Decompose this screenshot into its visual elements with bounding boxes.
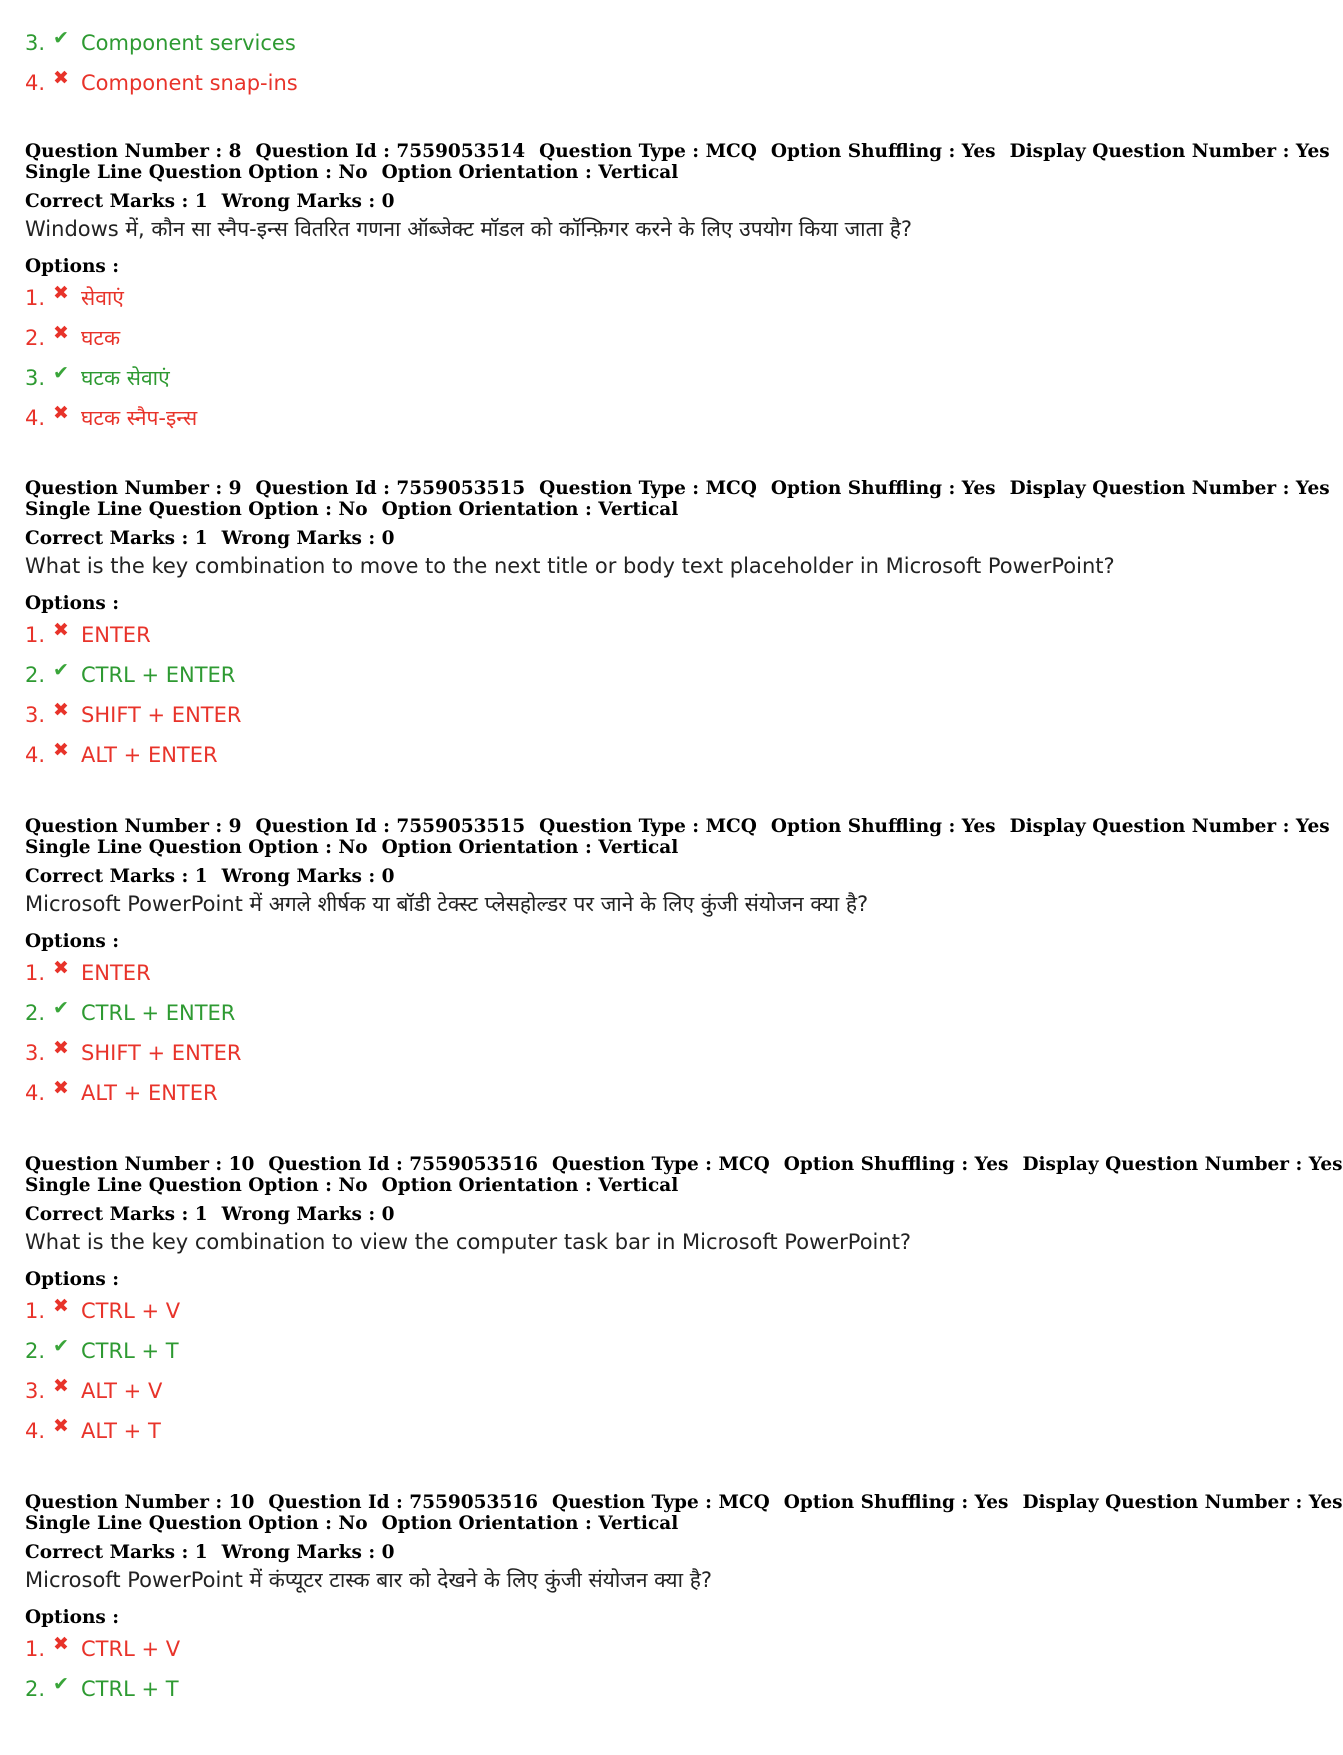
option-item [25,1296,180,1326]
options-label: Options : [25,1607,120,1628]
check-icon: ✔ [53,362,69,384]
option-number: 3. [25,1379,46,1403]
options-label: Options : [25,256,120,277]
option-text: SHIFT + ENTER [81,1041,242,1065]
question-text: Microsoft PowerPoint में अगले शीर्षक या बॉडी टेक्स्ट प्लेसहोल्डर पर जाने के लिए कुंजी संयोजन क्या है? [25,892,869,916]
question-number: Question Number : 10 [25,1492,255,1513]
cross-icon: ✖ [53,1415,69,1437]
single-line-option: Single Line Question Option : No [25,1513,368,1534]
cross-icon: ✖ [53,282,69,304]
single-line-option: Single Line Question Option : No [25,499,368,520]
option-text: घटक सेवाएं [81,366,170,390]
option-number: 1. [25,1637,46,1661]
cross-icon: ✖ [53,1037,69,1059]
option-orientation: Option Orientation : Vertical [381,499,679,520]
question-meta [25,816,1330,858]
cross-icon: ✖ [53,322,69,344]
option-text: CTRL + ENTER [81,663,236,687]
marks-line [25,528,395,549]
option-text: CTRL + ENTER [81,1001,236,1025]
option-shuffling: Option Shuffling : Yes [770,141,996,162]
single-line-option: Single Line Question Option : No [25,1175,368,1196]
option-orientation: Option Orientation : Vertical [381,837,679,858]
option-item [25,1416,161,1446]
option-item [25,1634,180,1664]
option-number: 3. [25,31,46,55]
cross-icon: ✖ [53,1633,69,1655]
question-text: What is the key combination to view the computer task bar in Microsoft PowerPoint? [25,1230,912,1254]
option-item [25,660,235,690]
option-item [25,1336,179,1366]
option-item [25,283,124,313]
cross-icon: ✖ [53,699,69,721]
question-id: Question Id : 7559053515 [255,478,526,499]
question-id: Question Id : 7559053514 [255,141,526,162]
single-line-option: Single Line Question Option : No [25,162,368,183]
option-item [25,323,120,353]
option-number: 4. [25,71,46,95]
question-number: Question Number : 9 [25,816,242,837]
option-item [25,998,235,1028]
option-number: 2. [25,1677,46,1701]
option-item [25,700,241,730]
question-number: Question Number : 8 [25,141,242,162]
question-type: Question Type : MCQ [539,478,757,499]
option-item [25,28,296,58]
option-item [25,403,197,433]
single-line-option: Single Line Question Option : No [25,837,368,858]
option-orientation: Option Orientation : Vertical [381,1175,679,1196]
cross-icon: ✖ [53,739,69,761]
option-text: ENTER [81,961,151,985]
option-text: घटक स्नैप-इन्स [81,406,198,430]
marks-line [25,191,395,212]
display-question-number: Display Question Number : Yes [1009,478,1330,499]
option-text: CTRL + V [81,1299,181,1323]
option-item [25,1674,179,1704]
option-text: ENTER [81,623,151,647]
display-question-number: Display Question Number : Yes [1009,816,1330,837]
option-item [25,740,218,770]
question-id: Question Id : 7559053516 [268,1154,538,1175]
option-number: 4. [25,406,46,430]
question-text: What is the key combination to move to the next title or body text placeholder in Microsoft PowerPoint? [25,554,1115,578]
option-number: 2. [25,1001,46,1025]
option-number: 3. [25,1041,46,1065]
question-type: Question Type : MCQ [551,1154,770,1175]
display-question-number: Display Question Number : Yes [1009,141,1330,162]
marks-line [25,866,395,887]
check-icon: ✔ [53,997,69,1019]
option-number: 3. [25,366,46,390]
options-label: Options : [25,593,120,614]
question-meta [25,1492,1343,1534]
option-text: ALT + T [81,1419,161,1443]
option-orientation: Option Orientation : Vertical [381,1513,679,1534]
option-item [25,1038,241,1068]
question-meta [25,141,1330,183]
option-item [25,1078,218,1108]
wrong-marks: Wrong Marks : 0 [221,866,395,887]
check-icon: ✔ [53,1335,69,1357]
options-label: Options : [25,1269,120,1290]
option-number: 3. [25,703,46,727]
correct-marks: Correct Marks : 1 [25,866,208,887]
question-type: Question Type : MCQ [539,816,757,837]
option-number: 4. [25,1081,46,1105]
cross-icon: ✖ [53,1375,69,1397]
option-item [25,68,298,98]
wrong-marks: Wrong Marks : 0 [221,1542,395,1563]
option-item [25,1376,162,1406]
option-shuffling: Option Shuffling : Yes [770,816,996,837]
wrong-marks: Wrong Marks : 0 [221,191,395,212]
options-label: Options : [25,931,120,952]
option-number: 4. [25,743,46,767]
check-icon: ✔ [53,1673,69,1695]
question-number: Question Number : 10 [25,1154,255,1175]
option-item [25,620,151,650]
option-shuffling: Option Shuffling : Yes [783,1492,1009,1513]
option-text: CTRL + V [81,1637,181,1661]
option-number: 2. [25,663,46,687]
option-number: 1. [25,961,46,985]
option-shuffling: Option Shuffling : Yes [770,478,996,499]
question-id: Question Id : 7559053515 [255,816,526,837]
cross-icon: ✖ [53,619,69,641]
option-item [25,363,170,393]
option-number: 1. [25,286,46,310]
correct-marks: Correct Marks : 1 [25,191,208,212]
cross-icon: ✖ [53,67,69,89]
question-type: Question Type : MCQ [539,141,757,162]
correct-marks: Correct Marks : 1 [25,528,208,549]
option-text: सेवाएं [81,286,124,310]
option-text: CTRL + T [81,1339,179,1363]
option-item [25,958,151,988]
option-text: ALT + ENTER [81,743,218,767]
question-number: Question Number : 9 [25,478,242,499]
cross-icon: ✖ [53,957,69,979]
cross-icon: ✖ [53,1077,69,1099]
option-number: 2. [25,1339,46,1363]
option-text: Component services [81,31,296,55]
check-icon: ✔ [53,27,69,49]
question-id: Question Id : 7559053516 [268,1492,538,1513]
correct-marks: Correct Marks : 1 [25,1204,208,1225]
option-number: 1. [25,623,46,647]
option-orientation: Option Orientation : Vertical [381,162,679,183]
cross-icon: ✖ [53,402,69,424]
cross-icon: ✖ [53,1295,69,1317]
wrong-marks: Wrong Marks : 0 [221,528,395,549]
wrong-marks: Wrong Marks : 0 [221,1204,395,1225]
option-text: Component snap-ins [81,71,298,95]
question-type: Question Type : MCQ [551,1492,770,1513]
question-meta [25,478,1330,520]
option-number: 4. [25,1419,46,1443]
correct-marks: Correct Marks : 1 [25,1542,208,1563]
option-text: ALT + V [81,1379,163,1403]
question-meta [25,1154,1343,1196]
display-question-number: Display Question Number : Yes [1022,1492,1343,1513]
option-number: 1. [25,1299,46,1323]
question-text: Windows में, कौन सा स्नैप-इन्स वितरित गणना ऑब्जेक्ट मॉडल को कॉन्फ़िगर करने के लिए उपयोग किया जाता है? [25,217,912,241]
marks-line [25,1204,395,1225]
display-question-number: Display Question Number : Yes [1022,1154,1343,1175]
option-text: SHIFT + ENTER [81,703,242,727]
option-number: 2. [25,326,46,350]
question-text: Microsoft PowerPoint में कंप्यूटर टास्क बार को देखने के लिए कुंजी संयोजन क्या है? [25,1568,712,1592]
option-text: ALT + ENTER [81,1081,218,1105]
option-text: CTRL + T [81,1677,179,1701]
option-text: घटक [81,326,121,350]
option-shuffling: Option Shuffling : Yes [783,1154,1009,1175]
marks-line [25,1542,395,1563]
check-icon: ✔ [53,659,69,681]
